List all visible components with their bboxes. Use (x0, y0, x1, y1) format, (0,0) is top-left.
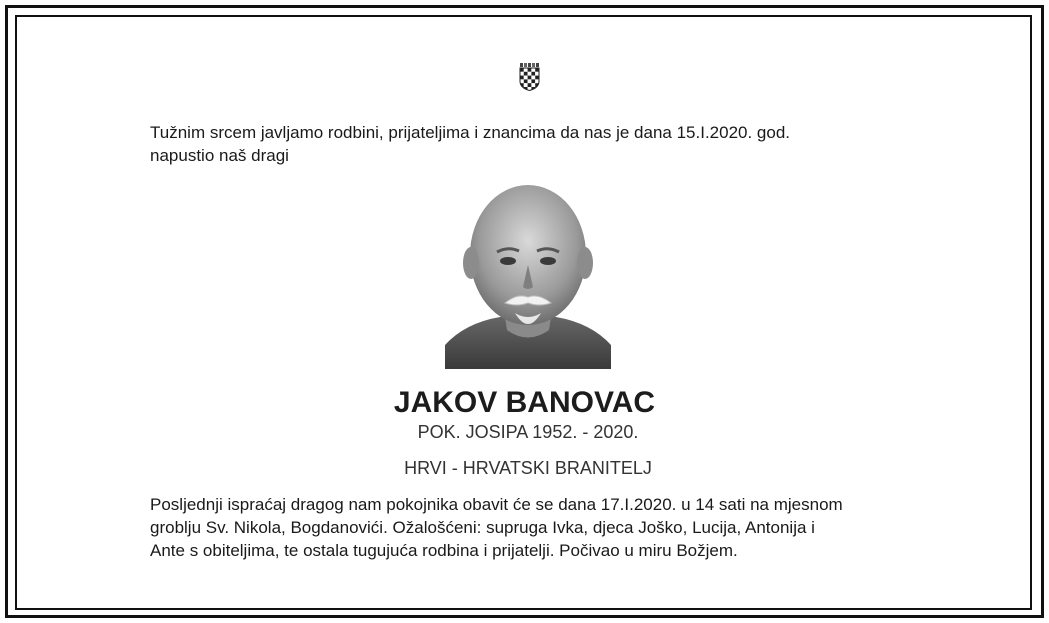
intro-line-2: napustio naš dragi (150, 146, 289, 165)
details-line-2: groblju Sv. Nikola, Bogdanovići. Ožalošćeni: supruga Ivka, djeca Joško, Lucija, Antonija i (150, 518, 815, 537)
details-line-1: Posljednji ispraćaj dragog nam pokojnika obavit će se dana 17.I.2020. u 14 sati na mjesnom (150, 495, 843, 514)
veteran-title: HRVI - HRVATSKI BRANITELJ (404, 458, 652, 478)
intro-text (150, 121, 910, 167)
funeral-details (150, 493, 910, 562)
intro-line-1: Tužnim srcem javljamo rodbini, prijateljima i znancima da nas je dana 15.I.2020. god. (150, 123, 791, 142)
portrait-photo (445, 185, 611, 369)
croatian-coat-of-arms-icon (519, 63, 540, 91)
deceased-name: JAKOV BANOVAC (393, 386, 656, 419)
parent-and-years: POK. JOSIPA 1952. - 2020. (417, 422, 639, 442)
details-line-3: Ante s obiteljima, te ostala tugujuća rodbina i prijatelji. Počivao u miru Božjem. (150, 541, 738, 560)
